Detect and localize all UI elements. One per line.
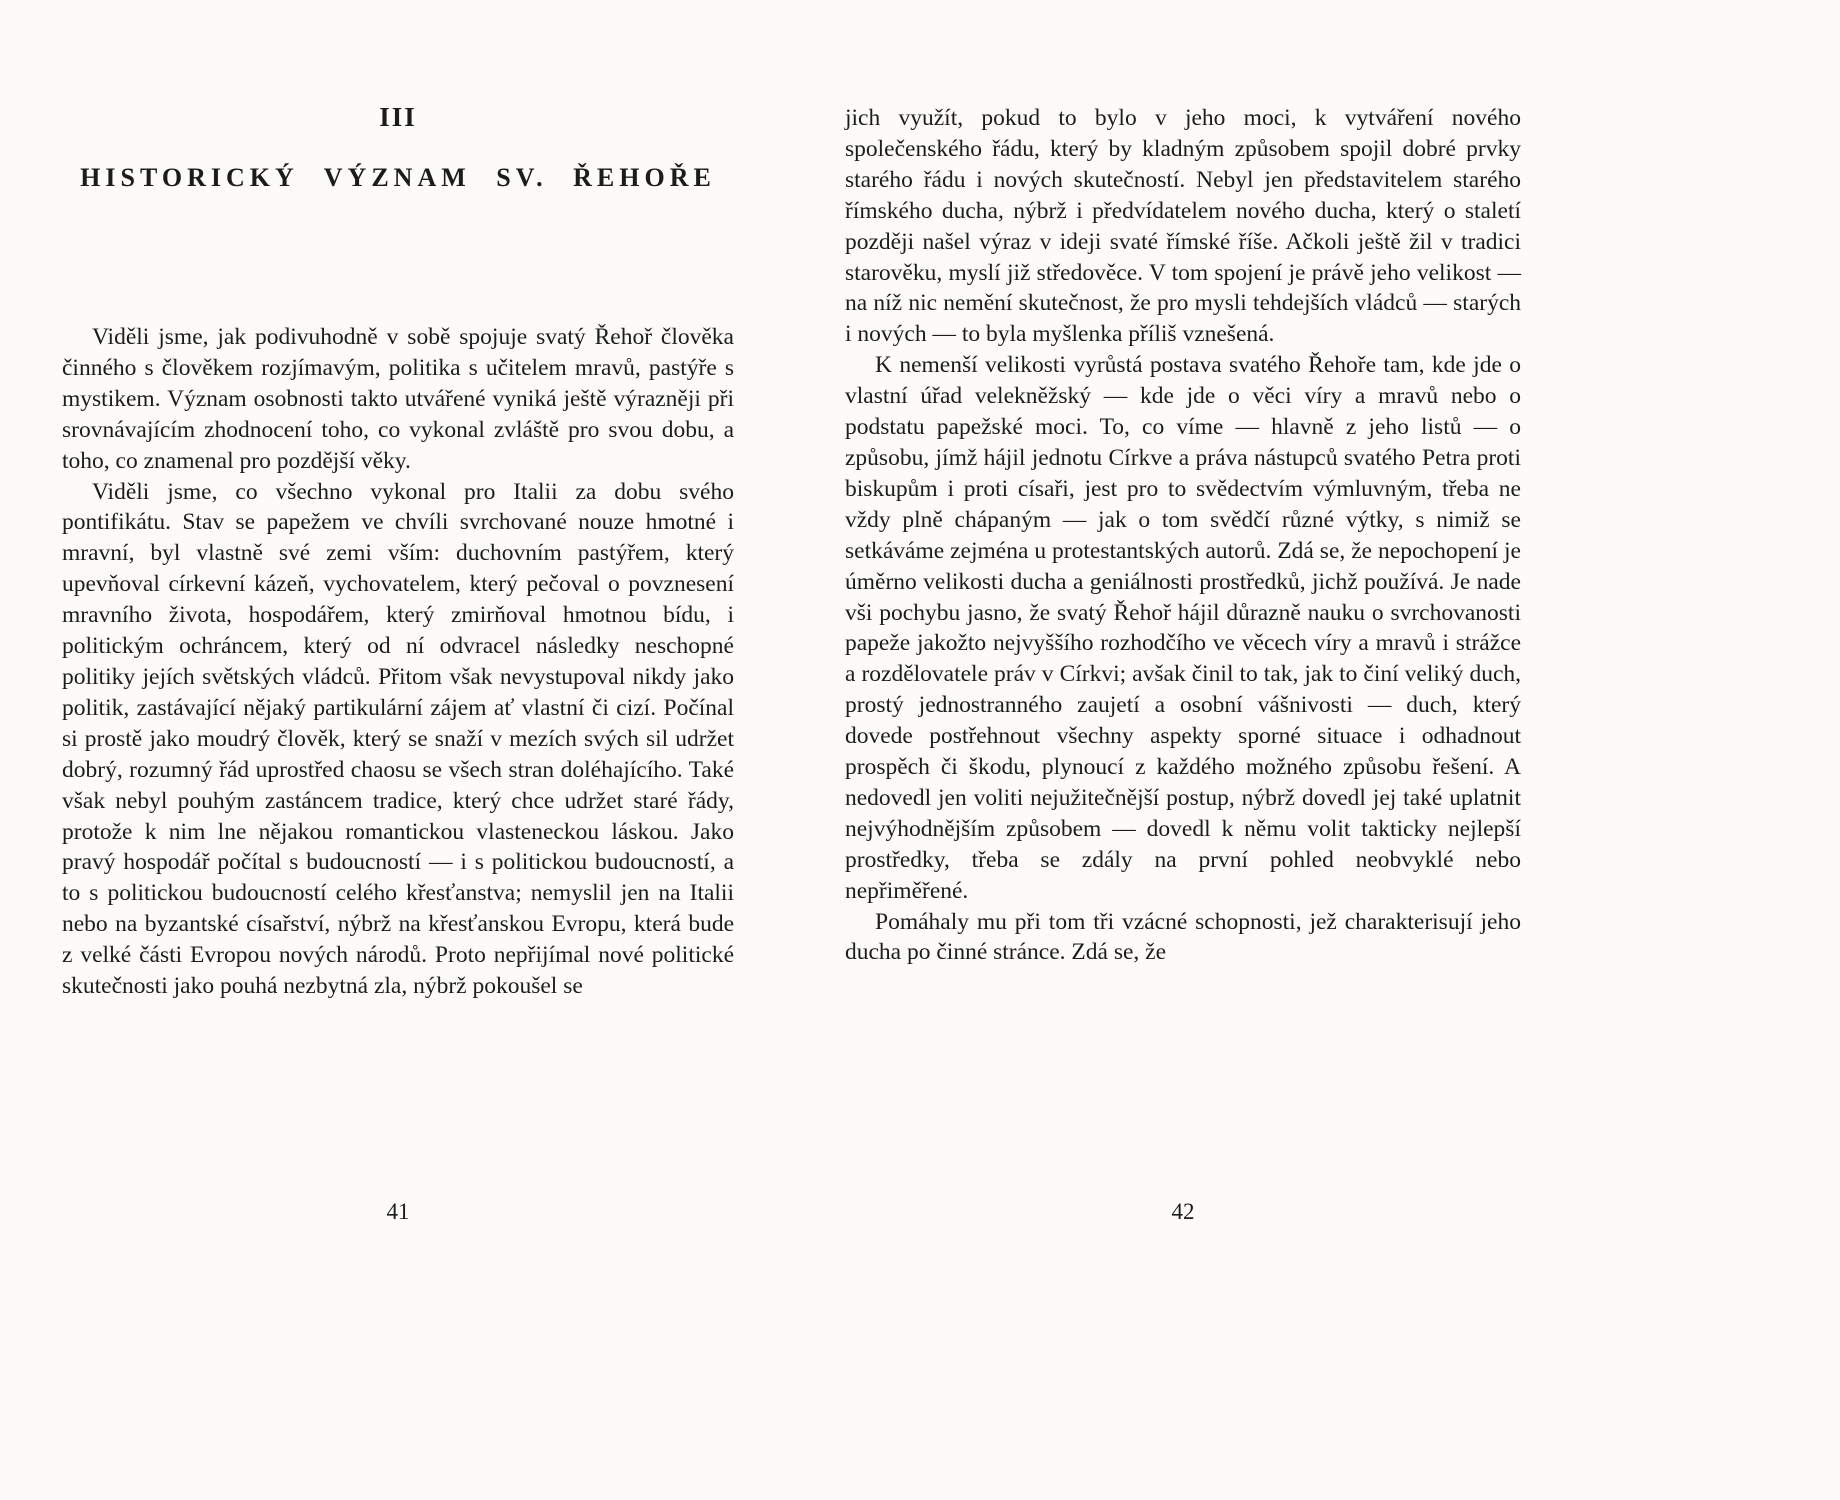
- paragraph: Viděli jsme, co všechno vykonal pro Italii za dobu svého pontifikátu. Stav se papežem ve chvíli svrchované nouze hmotné i mravní, byl vlastně své zemi vším: duchovním pastýřem, který upevňoval církevní kázeň, vychovatelem, který pečoval o povznesení mravního života, hospodářem, který zmirňoval hmotnou bídu, i politickým ochráncem, který od ní odvracel následky neschopné politiky jejích světských vládců. Přitom však nevystupoval nikdy jako politik, zastávající nějaký partikulární zájem ať vlastní či cizí. Počínal si prostě jako moudrý člověk, který se snaží v mezích svých sil udržet dobrý, rozumný řád uprostřed chaosu se všech stran doléhajícího. Také však nebyl pouhým zastáncem tradice, který chce udržet staré řády, protože k nim lne nějakou romantickou vlasteneckou láskou. Jako pravý hospodář počítal s budoucností — i s politickou budoucností, a to s politickou budoucností celého křesťanstva; nemyslil jen na Italii nebo na byzantské císařství, nýbrž na křesťanskou Evropu, která bude z velké části Evropou nových národů. Proto nepřijímal nové politické skutečnosti jako pouhá nezbytná zla, nýbrž pokoušel se: [62, 478, 734, 1000]
- right-page-body: [845, 103, 1521, 968]
- paragraph: jich využít, pokud to bylo v jeho moci, k vytváření nového společenského řádu, který by kladným způsobem spojil dobré prvky starého řádu i nových skutečností. Nebyl jen představitelem starého římského ducha, nýbrž i předvídatelem nového ducha, který o staletí později našel výraz v ideji svaté římské říše. Ačkoli ještě žil v tradici starověku, myslí již středověce. V tom spojení je právě jeho velikost — na níž nic nemění skutečnost, že pro mysli tehdejších vládců — starých i nových — to byla myšlenka příliš vznešená.: [845, 105, 1521, 348]
- chapter-title: HISTORICKÝ VÝZNAM SV. ŘEHOŘE: [80, 163, 716, 192]
- page-number-left: 41: [386, 1199, 410, 1224]
- right-page: [845, 0, 1521, 1500]
- left-page-body: [62, 322, 734, 1002]
- paragraph: Viděli jsme, jak podivuhodně v sobě spojuje svatý Řehoř člověka činného s člověkem rozjímavým, politika s učitelem mravů, pastýře s mystikem. Význam osobnosti takto utvářené vyniká ještě výrazněji při srovnávajícím zhodnocení toho, co vykonal zvláště pro svou dobu, a toho, co znamenal pro pozdější věky.: [62, 324, 734, 474]
- page-number-right: 42: [1171, 1199, 1195, 1224]
- paragraph: Pomáhaly mu při tom tři vzácné schopnosti, jež charakterisují jeho ducha po činné stránce. Zdá se, že: [845, 908, 1521, 966]
- chapter-header: [62, 100, 734, 196]
- left-page: [62, 0, 734, 1500]
- chapter-number: III: [379, 102, 417, 132]
- paragraph: K nemenší velikosti vyrůstá postava svatého Řehoře tam, kde jde o vlastní úřad velekněžský — kde jde o věci víry a mravů nebo o podstatu papežské moci. To, co víme — hlavně z jeho listů — o způsobu, jímž hájil jednotu Církve a práva nástupců svatého Petra proti biskupům i proti císaři, jest pro to svědectvím výmluvným, třeba ne vždy plně chápaným — jak o tom svědčí různé výtky, s nimiž se setkáváme zejména u protestantských autorů. Zdá se, že nepochopení je úměrno velikosti ducha a geniálnosti prostředků, jichž používá. Je nade vši pochybu jasno, že svatý Řehoř hájil důrazně nauku o svrchovanosti papeže jakožto nejvyššího rozhodčího ve věcech víry a mravů i strážce a rozdělovatele práv v Církvi; avšak činil to tak, jak to činí veliký duch, prostý jednostranného zaujetí a osobní vášnivosti — duch, který dovede postřehnout všechny aspekty sporné situace i odhadnout prospěch či škodu, plynoucí z každého možného způsobu řešení. A nedovedl jen voliti nejužitečnější postup, nýbrž dovedl jej také uplatnit nejvýhodnějším způsobem — dovedl k němu volit takticky nejlepší prostředky, třeba se zdály na první pohled neobvyklé nebo nepřiměřené.: [845, 352, 1521, 904]
